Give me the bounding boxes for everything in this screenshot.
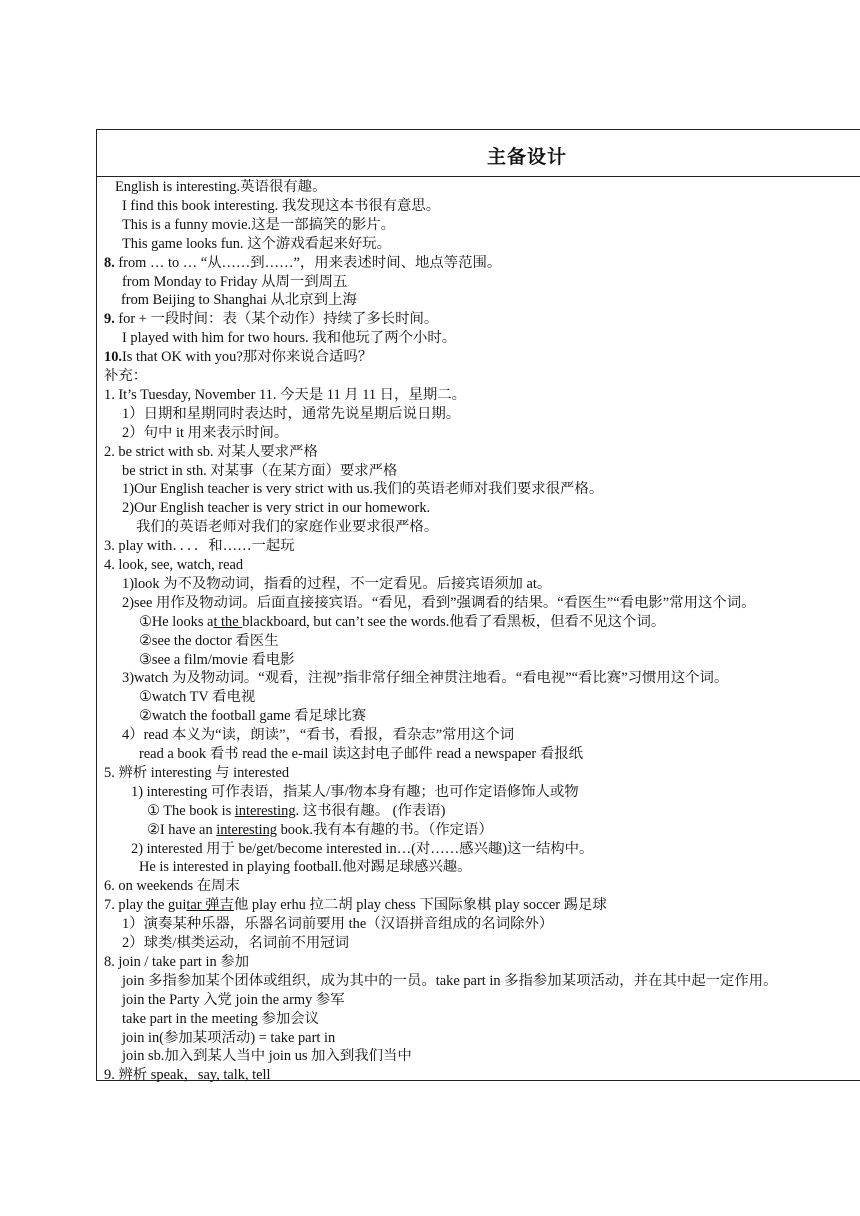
line-text: Is that OK with you?那对你来说合适吗？ xyxy=(122,349,373,366)
note-line: 补充： xyxy=(104,368,148,384)
note-line: 2)Our English teacher is very strict in our homework. xyxy=(122,500,431,517)
item-number: 10. xyxy=(104,349,122,366)
line-text: ①He looks a xyxy=(139,613,214,630)
note-line: 我们的英语老师对我们的家庭作业要求很严格。 xyxy=(136,519,439,536)
note-line: He is interested in playing football.他对踢足球感兴趣。 xyxy=(139,859,472,876)
page-title: 主备设计 xyxy=(487,147,568,168)
design-table xyxy=(96,129,860,1084)
note-line: join in(参加某项活动) = take part in xyxy=(122,1029,336,1046)
note-line: 2. be strict with sb. 对某人要求严格 xyxy=(104,443,318,460)
line-text: . 这书很有趣。 (作表语) xyxy=(295,802,446,819)
line-text: ②I have an xyxy=(147,821,217,838)
note-line xyxy=(104,254,501,273)
note-line: 4）read 本义为“读，朗读”，“看书，看报，看杂志”常用这个词 xyxy=(122,727,515,744)
note-line xyxy=(139,613,665,632)
table-header-cell xyxy=(97,130,860,177)
underlined-text: t the xyxy=(213,613,243,630)
note-line: 2）球类/棋类运动，名词前不用冠词 xyxy=(122,935,350,951)
note-line: take part in the meeting 参加会议 xyxy=(122,1010,320,1027)
item-number: 9. xyxy=(104,311,115,328)
note-line: 1)Our English teacher is very strict with us.我们的英语老师对我们要求很严格。 xyxy=(122,481,604,498)
note-line: 5. 辨析 interesting 与 interested xyxy=(104,764,290,781)
note-line: 1）演奏某种乐器，乐器名词前要用 the（汉语拼音组成的名词除外） xyxy=(122,916,554,933)
note-line: 2) interested 用于 be/get/become interested in…(对……感兴趣)这一结构中。 xyxy=(131,840,594,857)
note-line xyxy=(147,802,445,821)
note-line: ②see the doctor 看医生 xyxy=(139,632,279,649)
note-line: ①watch TV 看电视 xyxy=(139,689,256,706)
note-line: 1)look 为不及物动词，指看的过程，不一定看见。后接宾语须加 at。 xyxy=(122,575,552,592)
underlined-text: interesting xyxy=(234,802,296,819)
note-line: 1. It’s Tuesday, November 11. 今天是 11 月 11 日，星期二。 xyxy=(104,386,467,403)
note-line xyxy=(104,310,438,329)
note-line: join 多指参加某个团体或组织，成为其中的一员。take part in 多指参加某项活动，并在其中起一定作用。 xyxy=(122,972,778,989)
note-line xyxy=(104,896,607,915)
line-text: 7. play the gui xyxy=(104,897,187,914)
note-line: 2）句中 it 用来表示时间。 xyxy=(122,424,289,441)
note-line: This game looks fun. 这个游戏看起来好玩。 xyxy=(122,235,392,252)
note-line: read a book 看书 read the e-mail 读这封电子邮件 read a newspaper 看报纸 xyxy=(139,746,583,762)
note-line: I played with him for two hours. 我和他玩了两个小时。 xyxy=(122,330,457,347)
note-line: 1）日期和星期同时表达时，通常先说星期后说日期。 xyxy=(122,405,461,422)
line-text: 他 play erhu 拉二胡 play chess 下国际象棋 play soccer 踢足球 xyxy=(233,897,607,914)
note-line: English is interesting.英语很有趣。 xyxy=(115,179,327,195)
note-line: from Monday to Friday 从周一到周五 xyxy=(122,273,348,290)
line-text: ① The book is xyxy=(147,802,235,819)
line-text: book.我有本有趣的书。（作定语） xyxy=(276,821,493,838)
note-line: 2)see 用作及物动词。后面直接接宾语。“看见，看到”强调看的结果。“看医生”“看电影”常用这个词。 xyxy=(122,594,756,611)
note-line: ③see a film/movie 看电影 xyxy=(139,651,295,668)
note-line: I find this book interesting. 我发现这本书很有意思。 xyxy=(122,197,441,214)
note-line: 9. 辨析 speak，say, talk, tell xyxy=(104,1067,271,1084)
underlined-text: interesting xyxy=(216,821,277,838)
note-line: join sb.加入到某人当中 join us 加入到我们当中 xyxy=(122,1048,412,1065)
item-number: 8. xyxy=(104,254,115,271)
line-text: from … to … “从……到……”，用来表述时间、地点等范围。 xyxy=(114,254,502,271)
note-line: 4. look, see, watch, read xyxy=(104,557,244,573)
note-line: 3. play with．．．．和……一起玩 xyxy=(104,538,295,555)
note-line xyxy=(147,821,493,840)
underlined-text: tar 弹吉 xyxy=(186,897,234,914)
note-line xyxy=(104,348,372,367)
line-text: for + 一段时间：表（某个动作）持续了多长时间。 xyxy=(114,311,439,328)
note-line: join the Party 入党 join the army 参军 xyxy=(122,991,345,1008)
note-line: from Beijing to Shanghai 从北京到上海 xyxy=(121,292,357,309)
note-line: be strict in sth. 对某事（在某方面）要求严格 xyxy=(122,462,398,479)
note-line: 1) interesting 可作表语，指某人/事/物本身有趣；也可作定语修饰人或物 xyxy=(131,783,579,800)
line-text: blackboard, but can’t see the words.他看了看黑板，但看不见这个词。 xyxy=(242,613,666,630)
note-line: ②watch the football game 看足球比赛 xyxy=(139,708,367,725)
note-line: 8. join / take part in 参加 xyxy=(104,953,250,970)
note-line: 6. on weekends 在周末 xyxy=(104,878,240,895)
note-line: This is a funny movie.这是一部搞笑的影片。 xyxy=(122,216,396,233)
note-line: 3)watch 为及物动词。“观看，注视”指非常仔细全神贯注地看。“看电视”“看比赛”习惯用这个词。 xyxy=(122,670,729,687)
